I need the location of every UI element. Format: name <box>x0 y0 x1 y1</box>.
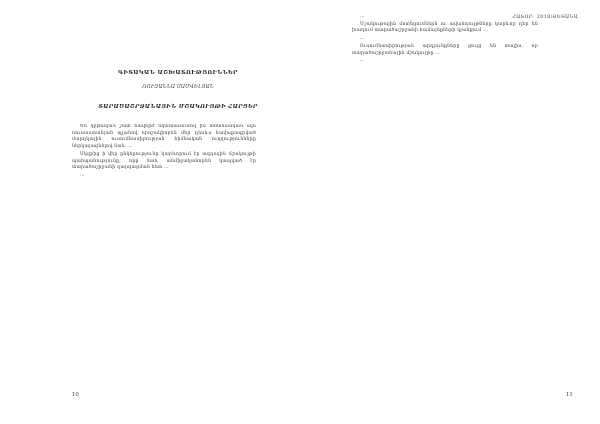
body-paragraph: Ուսումնասիրության արդյունքները ցույց են տալիս, որ տարածաշրջանային մշակույթը … <box>352 43 538 56</box>
right-page <box>300 0 600 424</box>
article-title: ՏԱՐԱԾԱՇՐՋԱՆԱՅԻՆ ՄՇԱԿՈՒՅԹԻ ՀԱՐՑԵՐ <box>98 104 258 110</box>
author-name: ՌՈՒԶԱՆՆԱ ՍԱՄՎԵԼՅԱՆ <box>142 84 214 90</box>
body-paragraph: Սկզբից ի վեր ընկերությունը կարևորում էր ազգային մշակույթի պահպանությունը, որը նաև անմիջականորեն կապված էր տարածաշրջանի զարգացման հետ … <box>72 151 256 171</box>
body-paragraph: … <box>360 58 365 64</box>
body-paragraph: … <box>360 36 365 42</box>
right-body-text <box>352 14 538 384</box>
body-paragraph: … <box>80 172 85 178</box>
running-head: ՀԱՏՈՐ. 2018/ՅԵՏԱՆԱ <box>512 14 578 20</box>
body-paragraph: … <box>360 14 365 19</box>
left-body-text <box>72 124 256 364</box>
body-paragraph: Ես կրթական շատ հավերժ նկատառումով իմ տնտեսական ալն ռուսաստանյան պլանով որոշակիորեն մեր դեռևս հավաքագրված մարդկային ուսումնասիրության հիմնական ուղղությունները ներկայացնելով նաև … <box>72 124 256 150</box>
body-paragraph: Մշակութային մոտեցումներն ու ավանդույթները կարևոր դեր են խաղում տարածաշրջանի համայնքների կյանքում … <box>352 21 538 34</box>
series-title: ԳԻՏԱԿԱՆ ԱՇԽԱՏՈՒԹՅՈՒՆՆԵՐ <box>118 70 238 76</box>
page-number-right: 11 <box>566 392 573 398</box>
page-number-left: 10 <box>72 392 79 398</box>
